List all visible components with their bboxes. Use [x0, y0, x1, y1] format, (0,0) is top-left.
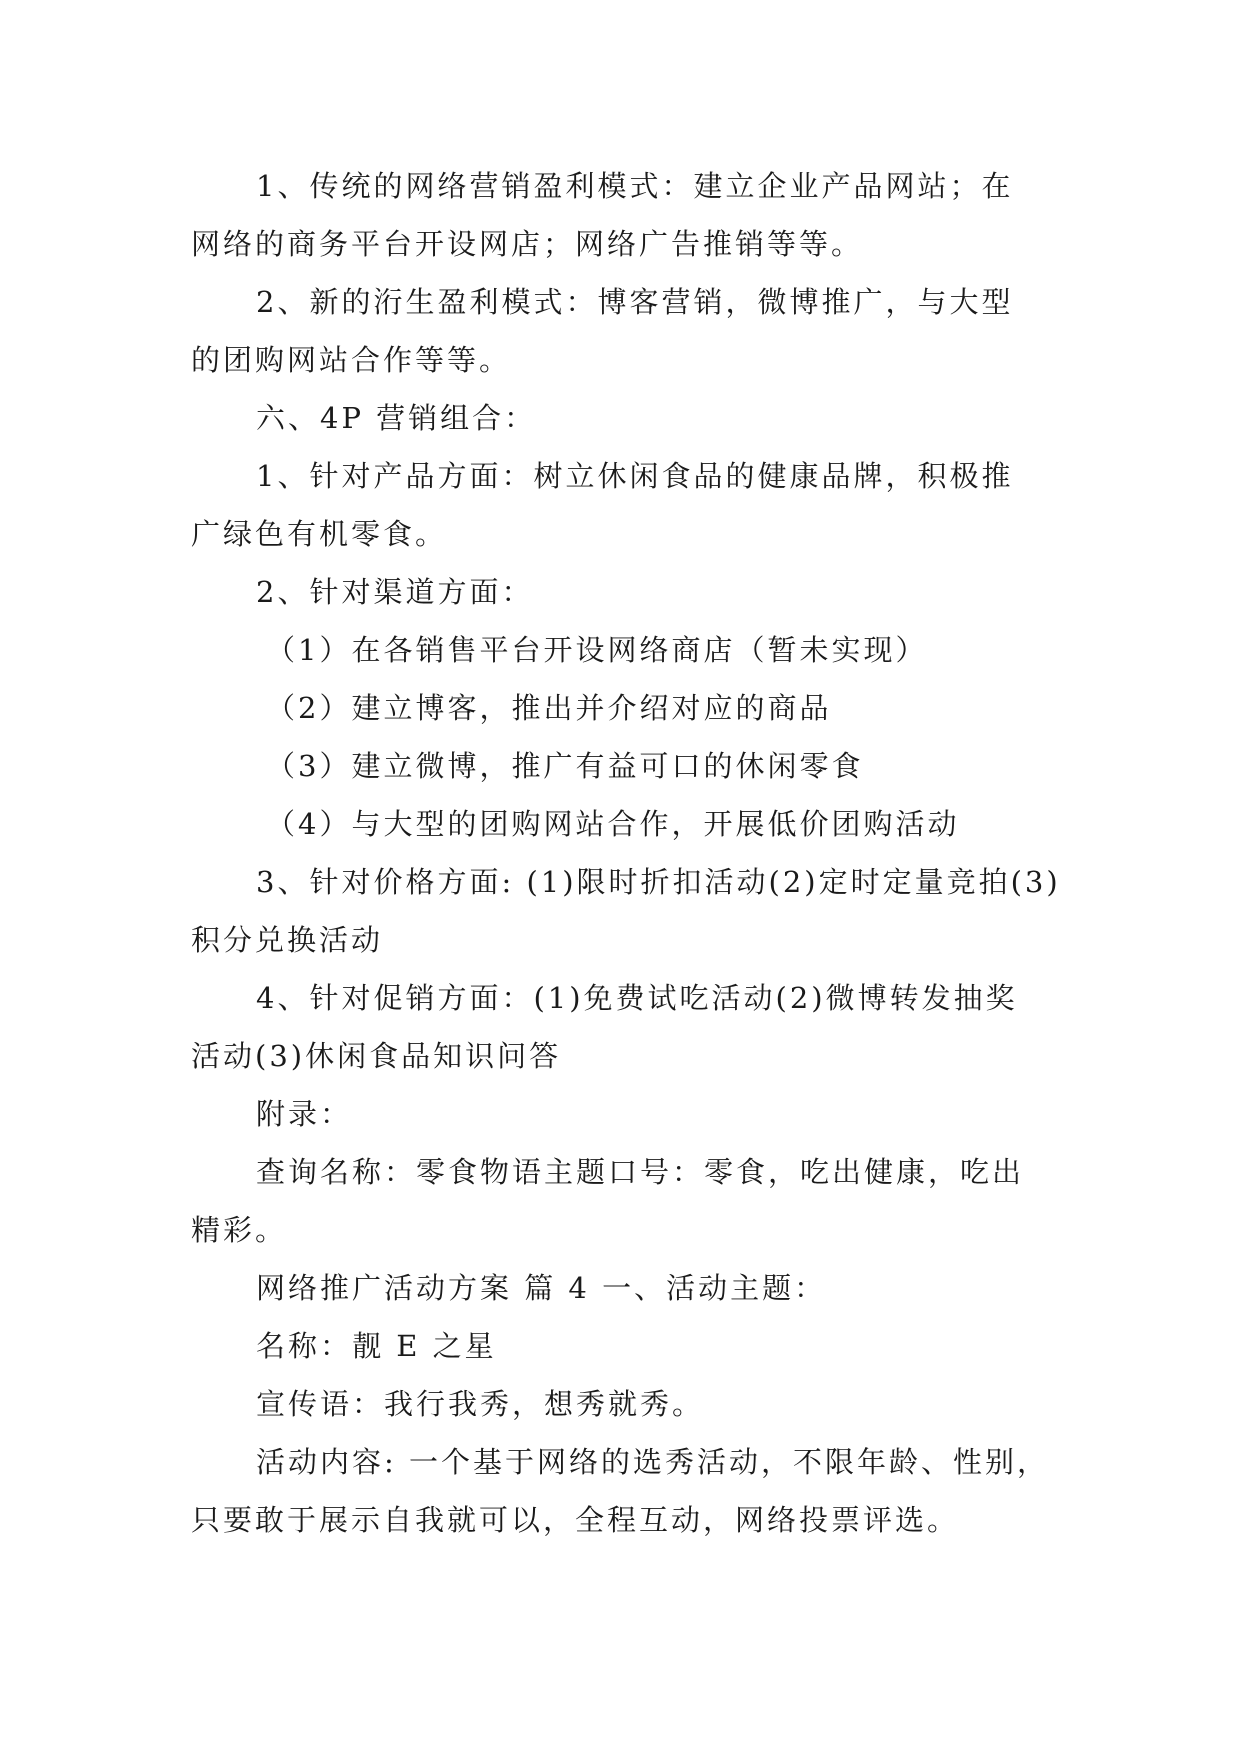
paragraph-line: 2、新的洐生盈利模式：博客营销，微博推广，与大型: [256, 285, 1014, 319]
paragraph-line: 名称：靓 E 之星: [256, 1329, 497, 1363]
paragraph-line: 1、传统的网络营销盈利模式：建立企业产品网站；在: [256, 169, 1014, 203]
paragraph-line: 只要敢于展示自我就可以，全程互动，网络投票评选。: [191, 1503, 960, 1537]
list-item: （4）与大型的团购网站合作，开展低价团购活动: [266, 807, 960, 841]
paragraph-line: 活动内容: 一个基于网络的选秀活动，不限年龄、性别，: [256, 1445, 1049, 1479]
section-heading: 附录：: [256, 1097, 353, 1131]
list-item: （3）建立微博，推广有益可口的休闲零食: [266, 749, 864, 783]
paragraph-line: 4、针对促销方面：(1)免费试吃活动(2)微博转发抽奖: [256, 981, 1018, 1015]
paragraph-line: 网络的商务平台开设网店；网络广告推销等等。: [191, 227, 864, 261]
paragraph-line: 精彩。: [191, 1213, 288, 1247]
paragraph-line: 3、针对价格方面: (1)限时折扣活动(2)定时定量竞拍(3): [256, 865, 1061, 899]
section-heading: 六、4P 营销组合：: [256, 401, 537, 435]
list-item: （2）建立博客，推出并介绍对应的商品: [266, 691, 832, 725]
paragraph-line: 2、针对渠道方面：: [256, 575, 534, 609]
list-item: （1）在各销售平台开设网络商店（暂未实现）: [266, 633, 928, 667]
paragraph-line: 广绿色有机零食。: [191, 517, 448, 551]
paragraph-line: 的团购网站合作等等。: [191, 343, 512, 377]
paragraph-line: 查询名称：零食物语主题口号：零食，吃出健康，吃出: [256, 1155, 1025, 1189]
section-heading: 网络推广活动方案 篇 4 一、活动主题：: [256, 1271, 827, 1305]
paragraph-line: 活动(3)休闲食品知识问答: [191, 1039, 562, 1073]
paragraph-line: 积分兑换活动: [191, 923, 384, 957]
paragraph-line: 宣传语：我行我秀，想秀就秀。: [256, 1387, 705, 1421]
paragraph-line: 1、针对产品方面：树立休闲食品的健康品牌，积极推: [256, 459, 1014, 493]
